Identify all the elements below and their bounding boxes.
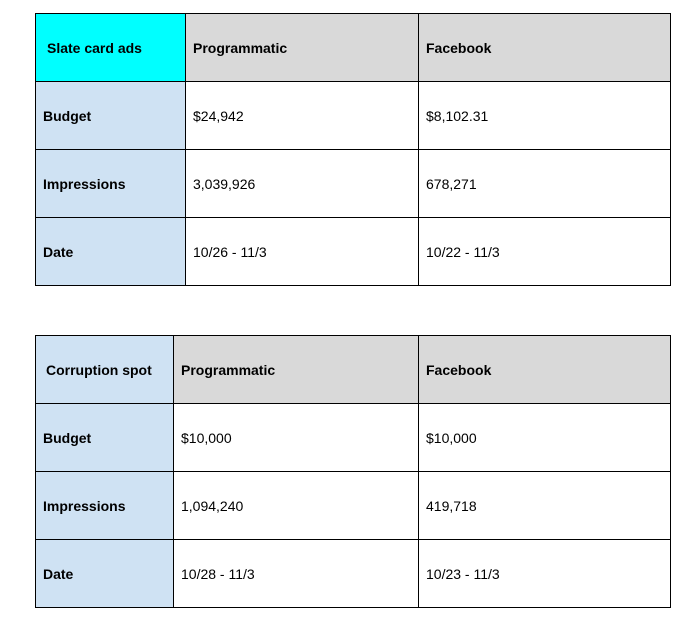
column-header-programmatic: Programmatic <box>186 14 419 82</box>
slate-card-ads-table <box>35 13 671 286</box>
table-title-cell: Corruption spot <box>36 336 174 404</box>
cell-impressions-facebook: 678,271 <box>419 150 671 218</box>
row-label-impressions: Impressions <box>36 150 186 218</box>
table-row-impressions <box>36 150 671 218</box>
row-label-date: Date <box>36 540 174 608</box>
table-title-cell: Slate card ads <box>36 14 186 82</box>
column-header-facebook: Facebook <box>419 336 671 404</box>
table-header-row <box>36 336 671 404</box>
cell-budget-facebook: $8,102.31 <box>419 82 671 150</box>
table-row-date <box>36 540 671 608</box>
column-header-programmatic: Programmatic <box>174 336 419 404</box>
cell-date-facebook: 10/23 - 11/3 <box>419 540 671 608</box>
cell-date-programmatic: 10/28 - 11/3 <box>174 540 419 608</box>
row-label-date: Date <box>36 218 186 286</box>
table-row-date <box>36 218 671 286</box>
row-label-budget: Budget <box>36 404 174 472</box>
row-label-budget: Budget <box>36 82 186 150</box>
cell-budget-programmatic: $24,942 <box>186 82 419 150</box>
cell-impressions-programmatic: 3,039,926 <box>186 150 419 218</box>
table-row-budget <box>36 82 671 150</box>
cell-budget-programmatic: $10,000 <box>174 404 419 472</box>
cell-date-programmatic: 10/26 - 11/3 <box>186 218 419 286</box>
column-header-facebook: Facebook <box>419 14 671 82</box>
corruption-spot-table <box>35 335 671 608</box>
cell-budget-facebook: $10,000 <box>419 404 671 472</box>
cell-date-facebook: 10/22 - 11/3 <box>419 218 671 286</box>
table-row-budget <box>36 404 671 472</box>
row-label-impressions: Impressions <box>36 472 174 540</box>
cell-impressions-programmatic: 1,094,240 <box>174 472 419 540</box>
table-row-impressions <box>36 472 671 540</box>
table-header-row <box>36 14 671 82</box>
cell-impressions-facebook: 419,718 <box>419 472 671 540</box>
